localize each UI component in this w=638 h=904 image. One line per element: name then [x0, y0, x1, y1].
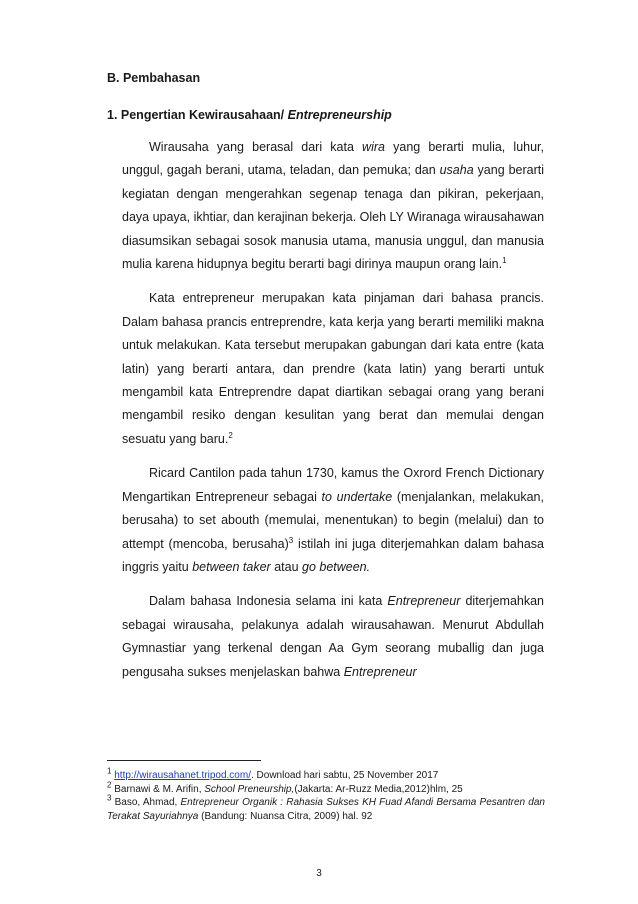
section-heading: B. Pembahasan — [107, 71, 201, 85]
footnotes — [107, 766, 545, 823]
text: yang berarti mulia, luhur, unggul, gagah berani, utama, teladan, dan pemuka; dan — [122, 140, 544, 178]
italic-term: between taker — [192, 559, 271, 574]
paragraph-2 — [122, 287, 544, 451]
footnote-3 — [107, 793, 545, 823]
italic-term: wira — [362, 140, 385, 154]
text: yang berarti kegiatan dengan mengerahkan segenap tenaga dan pikiran, pekerjaan, daya upaya, ikhtiar, dan kerajinan bekerja. Oleh LY Wiranaga wirausahawan diasumsikan sebagai sosok manusia utama, manusia unggul, dan manusia mulia karena hidupnya begitu berarti bagi dirinya maupun orang lain. — [122, 163, 545, 272]
text: Kata entrepreneur merupakan kata pinjaman dari bahasa prancis. Dalam bahasa prancis entreprendre, kata kerja yang berarti memiliki makna untuk melakukan. Kata tersebut merupakan gabungan dari kata entre (kata latin) yang berarti antara, dan prendre (kata latin) yang berarti untuk mengambil kata Entreprendre dapat diartikan sebagai orang yang berani mengambil resiko dengan kesulitan yang berat dan memulai dengan sesuatu yang baru. — [122, 291, 544, 446]
italic-term: to undertake — [321, 489, 393, 504]
footnote-ref-3[interactable]: 3 — [288, 535, 294, 545]
footnote-text: Barnawi & M. Arifin, — [111, 783, 205, 795]
footnote-text: . Download hari sabtu, 25 November 2017 — [250, 770, 439, 781]
paragraph-3 — [122, 462, 544, 579]
footnote-number: 1 — [107, 766, 112, 776]
footnote-ref-2[interactable]: 2 — [228, 430, 233, 440]
text: (menjalankan, melakukan, berusaha) to set abouth (memulai, menentukan) to begin (melalui) dan to attempt (mencoba, berusaha) — [122, 489, 544, 551]
italic-term: go between. — [302, 559, 371, 574]
footnote-divider — [107, 760, 261, 761]
footnote-number: 2 — [107, 780, 112, 790]
footnote-text: Baso, Ahmad, — [111, 797, 181, 808]
footnote-italic: Entrepreneur Organik : Rahasia Sukses KH Fuad Afandi Bersama Pesantren dan Terakat Sayuriahnya — [107, 797, 545, 822]
footnote-text: (Jakarta: Ar-Ruzz Media,2012)hlm, 25 — [294, 783, 463, 795]
subsection-heading — [107, 108, 392, 122]
italic-term: Entrepreneur — [387, 594, 461, 609]
footnote-number: 3 — [107, 793, 112, 803]
text: Wirausaha yang berasal dari kata — [149, 140, 363, 154]
footnote-ref-1[interactable]: 1 — [502, 255, 507, 265]
footnote-2 — [107, 780, 545, 797]
italic-term: usaha — [439, 163, 474, 178]
paragraph-4 — [122, 590, 544, 684]
subsection-heading-italic: Entrepreneurship — [287, 108, 392, 122]
page-number: 3 — [316, 868, 322, 879]
subsection-heading-text: 1. Pengertian Kewirausahaan/ — [107, 108, 288, 122]
text: istilah ini juga diterjemahkan dalam bahasa inggris yaitu — [122, 536, 544, 574]
footnote-italic: School Preneurship, — [204, 783, 295, 795]
text: diterjemahkan sebagai wirausaha, pelakunya adalah wirausahawan. Menurut Abdullah Gymnastiar yang terkenal dengan Aa Gym seorang muballig dan juga pengusaha sukses menjelaskan bahwa — [122, 594, 544, 679]
paragraph-1 — [122, 136, 544, 276]
footnote-text: (Bandung: Nuansa Citra, 2009) hal. 92 — [198, 810, 373, 822]
footnote-1 — [107, 766, 545, 783]
text: atau — [270, 559, 302, 574]
text: Ricard Cantilon pada tahun 1730, kamus the Oxrord French Dictionary Mengartikan Entrepreneur sebagai — [122, 466, 544, 504]
body-text — [122, 136, 544, 695]
italic-term: Entrepreneur — [343, 664, 417, 679]
footnote-link[interactable]: http://wirausahanet.tripod.com/ — [114, 770, 251, 781]
text: Dalam bahasa Indonesia selama ini kata — [149, 594, 388, 609]
